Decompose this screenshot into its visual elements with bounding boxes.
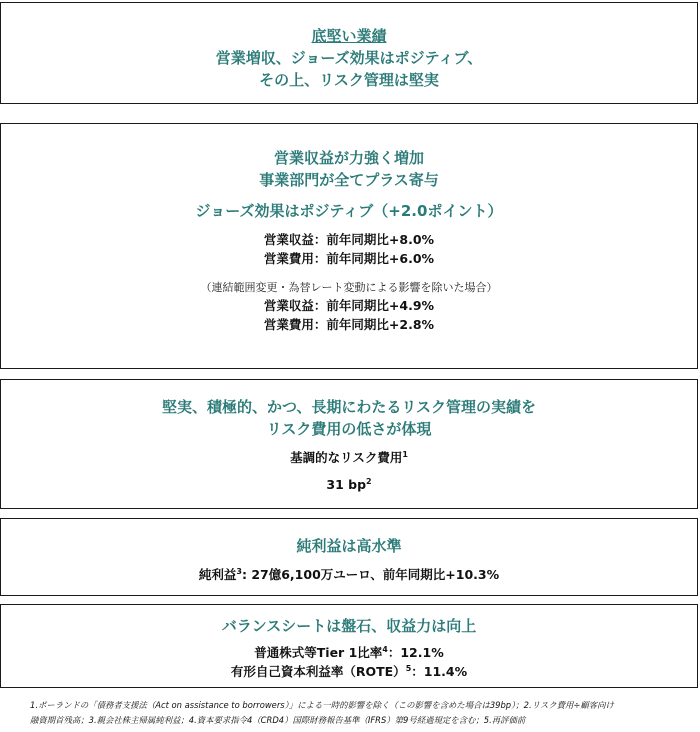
balance-sheet-box (0, 604, 698, 688)
box5-cet1-line: 普通株式等Tier 1比率$^4$：12.1% (254, 644, 444, 660)
box1-line2: 営業増収、ジョーズ効果はポジティブ、 (215, 49, 483, 67)
box5-heading: バランスシートは盤石、収益力は向上 (221, 617, 477, 635)
box2-heading-3: ジョーズ効果はポジティブ（+2.0ポイント） (195, 202, 503, 220)
summary-box-solid-results (0, 2, 698, 104)
box5-rote-line: 有形自己資本利益率（ROTE）$^5$：11.4% (230, 663, 468, 679)
footnote-line-2: 融資期首残高；3.親会社株主帰属純利益；4.資本要求指令4（CRD4）国際財務報告基準（IFRS）第9号経過規定を含む；5.再評価前 (30, 715, 526, 725)
box3-heading-1: 堅実、積極的、かつ、長期にわたるリスク管理の実績を (161, 398, 537, 416)
box2-heading-1: 営業収益が力強く増加 (273, 149, 424, 167)
box4-line: 純利益$^3$: 27億6,100万ユーロ、前年同期比+10.3% (198, 566, 500, 582)
footnote (30, 698, 690, 728)
risk-box (0, 379, 698, 509)
footnote-line-1: 1.ポーランドの「債務者支援法（Act on assistance to borrowers）」による一時的影響を除く（この影響を含めた場合は39bp）；2.リスク費用÷顧客向け (30, 700, 614, 710)
box2-revenue-adjusted-line: 営業収益：前年同期比+4.9% (263, 298, 435, 313)
box1-title: 底堅い業績 (311, 27, 387, 45)
box2-revenue-line: 営業収益：前年同期比+8.0% (263, 232, 435, 247)
box2-heading-2: 事業部門が全てプラス寄与 (259, 171, 439, 189)
box2-expense-adjusted-line: 営業費用：前年同期比+2.8% (263, 317, 435, 332)
revenue-box (0, 123, 698, 369)
box2-expense-line: 営業費用：前年同期比+6.0% (263, 251, 435, 266)
box2-note: （連結範囲変更・為替レート変動による影響を除いた場合） (200, 281, 498, 294)
box1-line3: その上、リスク管理は堅実 (259, 71, 439, 89)
box4-heading: 純利益は高水準 (296, 537, 402, 555)
box3-label: 基調的なリスク費用$^1$ (290, 449, 408, 465)
box3-value: 31 $bp^2$ (326, 476, 372, 492)
net-income-box (0, 518, 698, 596)
box3-heading-2: リスク費用の低さが体現 (266, 420, 432, 438)
